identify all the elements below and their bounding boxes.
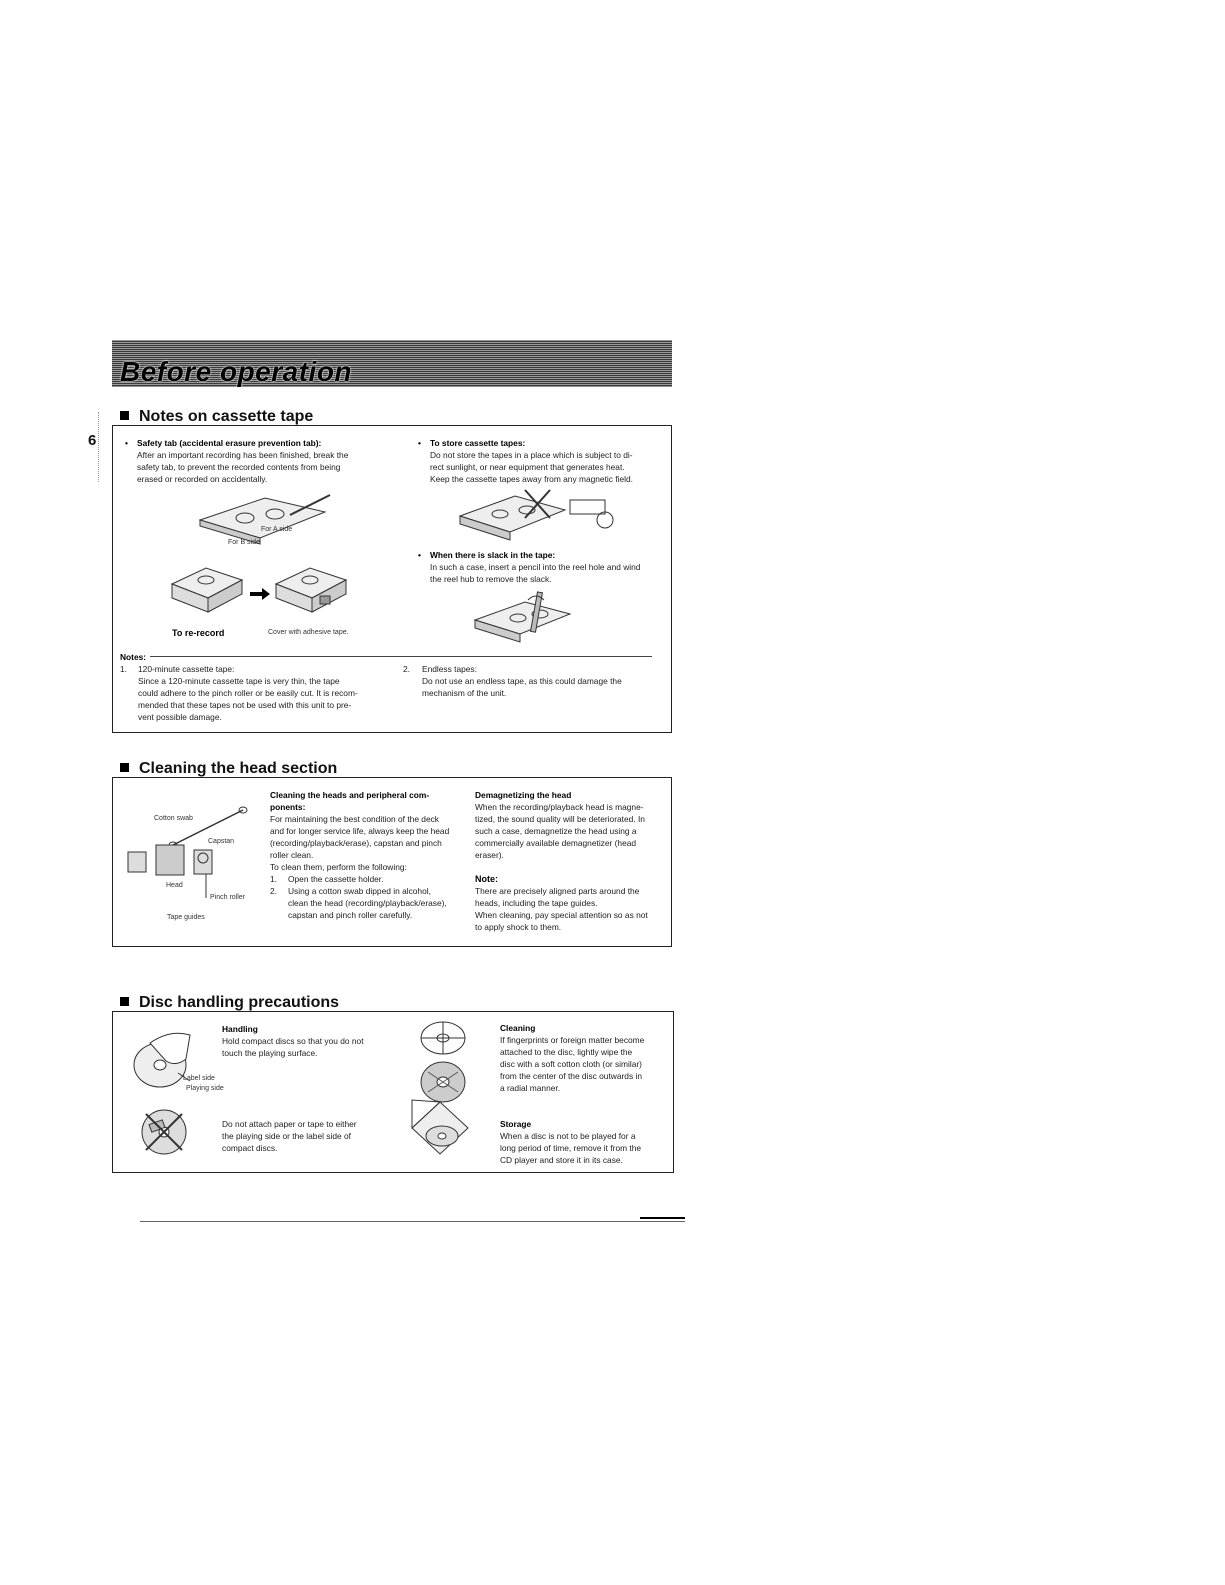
- disc-storage-line: CD player and store it in its case.: [500, 1155, 623, 1165]
- note-1-title: 120-minute cassette tape:: [138, 664, 235, 674]
- attach-warning-line: Do not attach paper or tape to either: [222, 1119, 357, 1129]
- arrow-right-icon: [250, 588, 270, 600]
- label-pinch-roller: Pinch roller: [210, 894, 246, 901]
- disc-storage-title: Storage: [500, 1119, 532, 1129]
- demagnetizing-line: such a case, demagnetize the head using a: [475, 826, 637, 836]
- disc-cleaning-line: If fingerprints or foreign matter become: [500, 1035, 645, 1045]
- safety-tab-block: [137, 437, 387, 485]
- cleaning-heads-block: [270, 789, 462, 921]
- cleaning-heads-line: and for longer service life, always keep the head: [270, 826, 450, 836]
- disc-cleaning-block: [500, 1022, 665, 1094]
- section-heading-disc: Disc handling precautions: [120, 994, 339, 1012]
- label-cotton-swab: Cotton swab: [154, 815, 193, 822]
- head-note-line: to apply shock to them.: [475, 922, 562, 932]
- cleaning-heads-line: For maintaining the best condition of the deck: [270, 814, 439, 824]
- note-2-block: [422, 663, 662, 699]
- safety-tab-line: safety tab, to prevent the recorded contents from being: [137, 462, 341, 472]
- head-note-title: Note:: [475, 874, 498, 884]
- safety-tab-line: erased or recorded on accidentally.: [137, 474, 268, 484]
- store-tapes-line: Keep the cassette tapes away from any magnetic field.: [430, 474, 633, 484]
- disc-storage-line: long period of time, remove it from the: [500, 1143, 642, 1153]
- safety-tab-title: • Safety tab (accidental erasure prevention tab):: [137, 437, 387, 449]
- store-tapes-block: [430, 437, 665, 485]
- cleaning-heads-line: (recording/playback/erase), capstan and pinch: [270, 838, 442, 848]
- store-tapes-line: Do not store the tapes in a place which is subject to di-: [430, 450, 633, 460]
- demagnetizing-line: commercially available demagnetizer (head: [475, 838, 637, 848]
- note-1-block: [138, 663, 378, 723]
- disc-cleaning-illustration: [418, 1020, 468, 1110]
- attach-warning-line: compact discs.: [222, 1143, 278, 1153]
- cover-adhesive-label: Cover with adhesive tape.: [268, 629, 349, 636]
- label-head: Head: [166, 882, 183, 889]
- cleaning-heads-line: roller clean.: [270, 850, 314, 860]
- demagnetizing-line: When the recording/playback head is magne-: [475, 802, 644, 812]
- demagnetizing-title: Demagnetizing the head: [475, 790, 572, 800]
- disc-storage-block: [500, 1118, 665, 1166]
- attach-warning-block: [222, 1118, 402, 1154]
- cleaning-heads-title-cont: ponents:: [270, 802, 306, 812]
- note-2-line: mechanism of the unit.: [422, 688, 507, 698]
- handling-title: Handling: [222, 1024, 258, 1034]
- label-tape-guides: Tape guides: [167, 914, 205, 921]
- store-tapes-line: rect sunlight, or near equipment that generates heat.: [430, 462, 625, 472]
- playing-side-label: Playing side: [186, 1085, 224, 1092]
- demagnetizing-line: eraser).: [475, 850, 504, 860]
- cleaning-heads-line: To clean them, perform the following:: [270, 862, 407, 872]
- cassette-break-tab-illustration: [195, 490, 335, 550]
- section-heading-cassette: Notes on cassette tape: [120, 408, 313, 426]
- head-note-line: There are precisely aligned parts around the: [475, 886, 640, 896]
- handling-block: [222, 1023, 402, 1059]
- tape-slack-line: In such a case, insert a pencil into the reel hole and wind: [430, 562, 641, 572]
- note-1-number: 1.: [120, 664, 127, 674]
- disc-case-illustration: [410, 1098, 470, 1160]
- section-heading-head: Cleaning the head section: [120, 760, 337, 778]
- label-capstan: Capstan: [208, 838, 235, 845]
- handling-line: Hold compact discs so that you do not: [222, 1036, 364, 1046]
- demagnetizing-line: tized, the sound quality will be deteriorated. In: [475, 814, 645, 824]
- page-title: Before operation: [120, 356, 353, 387]
- attach-warning-line: the playing side or the label side of: [222, 1131, 351, 1141]
- note-1-line: Since a 120-minute cassette tape is very thin, the tape: [138, 676, 340, 686]
- note-2-line: Do not use an endless tape, as this could damage the: [422, 676, 622, 686]
- disc-cleaning-line: from the center of the disc outwards in: [500, 1071, 642, 1081]
- note-1-line: could adhere to the pinch roller or be easily cut. It is recom-: [138, 688, 358, 698]
- footer-rule-accent: [640, 1217, 685, 1219]
- cleaning-step-1: 1. Open the cassette holder.: [270, 874, 384, 884]
- tape-slack-block: [430, 549, 665, 585]
- square-bullet-icon: [120, 997, 129, 1006]
- label-for-a-side: For A side: [261, 526, 293, 533]
- notes-divider: [150, 656, 652, 657]
- page-number: 6: [88, 432, 97, 449]
- disc-cleaning-line: attached to the disc, lightly wipe the: [500, 1047, 633, 1057]
- pencil-rewind-illustration: [470, 590, 580, 652]
- head-note-line: When cleaning, pay special attention so as not: [475, 910, 648, 920]
- cassette-storage-illustration: [455, 488, 625, 548]
- disc-storage-line: When a disc is not to be played for a: [500, 1131, 636, 1141]
- head-note-line: heads, including the tape guides.: [475, 898, 598, 908]
- tape-slack-line: the reel hub to remove the slack.: [430, 574, 552, 584]
- handling-line: touch the playing surface.: [222, 1048, 318, 1058]
- demagnetizing-block: [475, 789, 665, 933]
- tape-slack-title: • When there is slack in the tape:: [430, 549, 665, 561]
- disc-cleaning-line: disc with a soft cotton cloth (or similar): [500, 1059, 642, 1069]
- note-2-number: 2.: [403, 664, 410, 674]
- re-record-illustration: [170, 562, 350, 617]
- square-bullet-icon: [120, 763, 129, 772]
- store-tapes-title: • To store cassette tapes:: [430, 437, 665, 449]
- label-side-label: Label side: [183, 1075, 215, 1082]
- disc-cleaning-title: Cleaning: [500, 1023, 536, 1033]
- cleaning-step-2: 2. Using a cotton swab dipped in alcohol, clean the head (recording/playback/erase), capstan and pinch roller carefully.: [270, 886, 447, 920]
- disc-no-tape-illustration: [140, 1108, 190, 1156]
- to-re-record-label: To re-record: [172, 628, 225, 638]
- notes-title: Notes:: [120, 652, 147, 662]
- label-for-b-side: For B side: [228, 539, 260, 546]
- square-bullet-icon: [120, 411, 129, 420]
- disc-cleaning-line: a radial manner.: [500, 1083, 561, 1093]
- safety-tab-line: After an important recording has been finished, break the: [137, 450, 349, 460]
- note-2-title: Endless tapes:: [422, 664, 477, 674]
- note-1-line: vent possible damage.: [138, 712, 222, 722]
- footer-rule: [140, 1221, 685, 1222]
- note-1-line: mended that these tapes not be used with this unit to pre-: [138, 700, 352, 710]
- cleaning-heads-title: Cleaning the heads and peripheral com-: [270, 790, 430, 800]
